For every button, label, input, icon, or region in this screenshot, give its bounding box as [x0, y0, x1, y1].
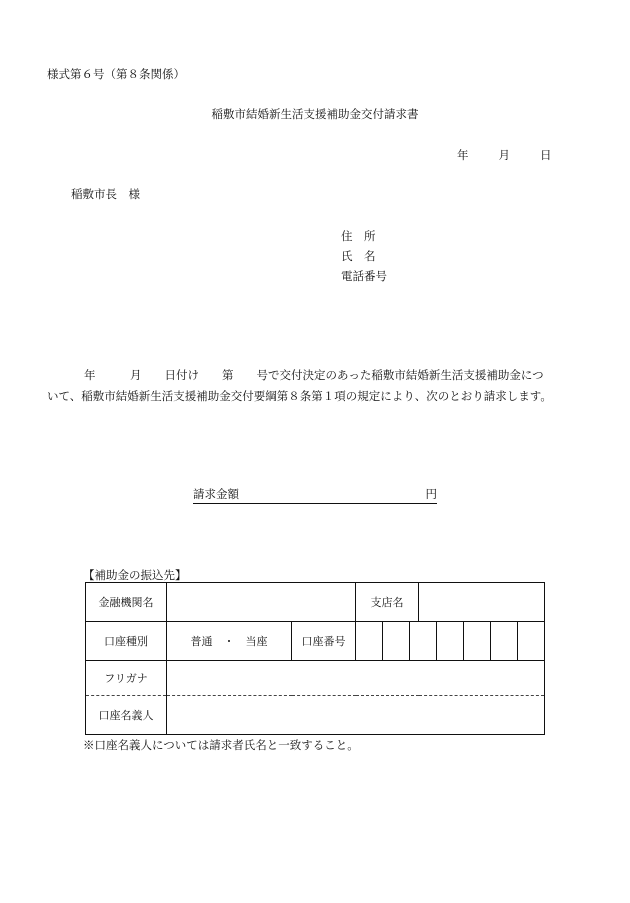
digit-box[interactable] [517, 622, 544, 660]
bank-table [85, 582, 545, 735]
account-type-options[interactable]: 普通 ・ 当座 [167, 622, 292, 661]
digit-box[interactable] [436, 622, 463, 660]
account-type-label: 口座種別 [86, 622, 167, 661]
digit-box[interactable] [490, 622, 517, 660]
table-row [86, 696, 545, 735]
body-line-1: 年 月 日付け 第 号で交付決定のあった稲敷市結婚新生活支援補助金につ [84, 368, 544, 382]
date-day: 日 [540, 148, 552, 162]
furigana-label: フリガナ [86, 661, 167, 696]
account-number-field[interactable] [356, 622, 545, 661]
phone-label: 電話番号 [341, 269, 387, 283]
table-row [86, 622, 545, 661]
applicant-info [341, 226, 387, 286]
name-label: 氏 名 [341, 249, 376, 263]
page-title: 稲敷市結婚新生活支援補助金交付請求書 [211, 107, 419, 121]
holder-field[interactable] [167, 696, 545, 735]
furigana-field[interactable] [167, 661, 545, 696]
table-row [86, 583, 545, 622]
branch-label: 支店名 [356, 583, 419, 622]
account-number-digits [356, 622, 544, 660]
branch-field[interactable] [419, 583, 545, 622]
date-month: 月 [498, 148, 510, 162]
digit-box[interactable] [409, 622, 436, 660]
holder-label: 口座名義人 [86, 696, 167, 735]
form-number: 様式第６号（第８条関係） [47, 67, 185, 81]
date-year: 年 [457, 148, 469, 162]
amount-line [193, 486, 437, 504]
amount-label: 請求金額 [193, 487, 239, 501]
addressee: 稲敷市長 様 [71, 187, 140, 201]
digit-box[interactable] [463, 622, 490, 660]
digit-box[interactable] [356, 622, 382, 660]
date-line [457, 147, 552, 163]
body-text [47, 365, 592, 407]
digit-box[interactable] [382, 622, 409, 660]
address-label: 住 所 [341, 229, 376, 243]
note: ※口座名義人については請求者氏名と一致すること。 [83, 738, 359, 752]
institution-label: 金融機関名 [86, 583, 167, 622]
account-number-label: 口座番号 [292, 622, 356, 661]
body-line-2: いて、稲敷市結婚新生活支援補助金交付要綱第８条第１項の規定により、次のとおり請求します。 [47, 389, 552, 403]
table-row [86, 661, 545, 696]
amount-unit: 円 [425, 487, 437, 501]
institution-field[interactable] [167, 583, 356, 622]
bank-heading: 【補助金の振込先】 [83, 568, 187, 582]
